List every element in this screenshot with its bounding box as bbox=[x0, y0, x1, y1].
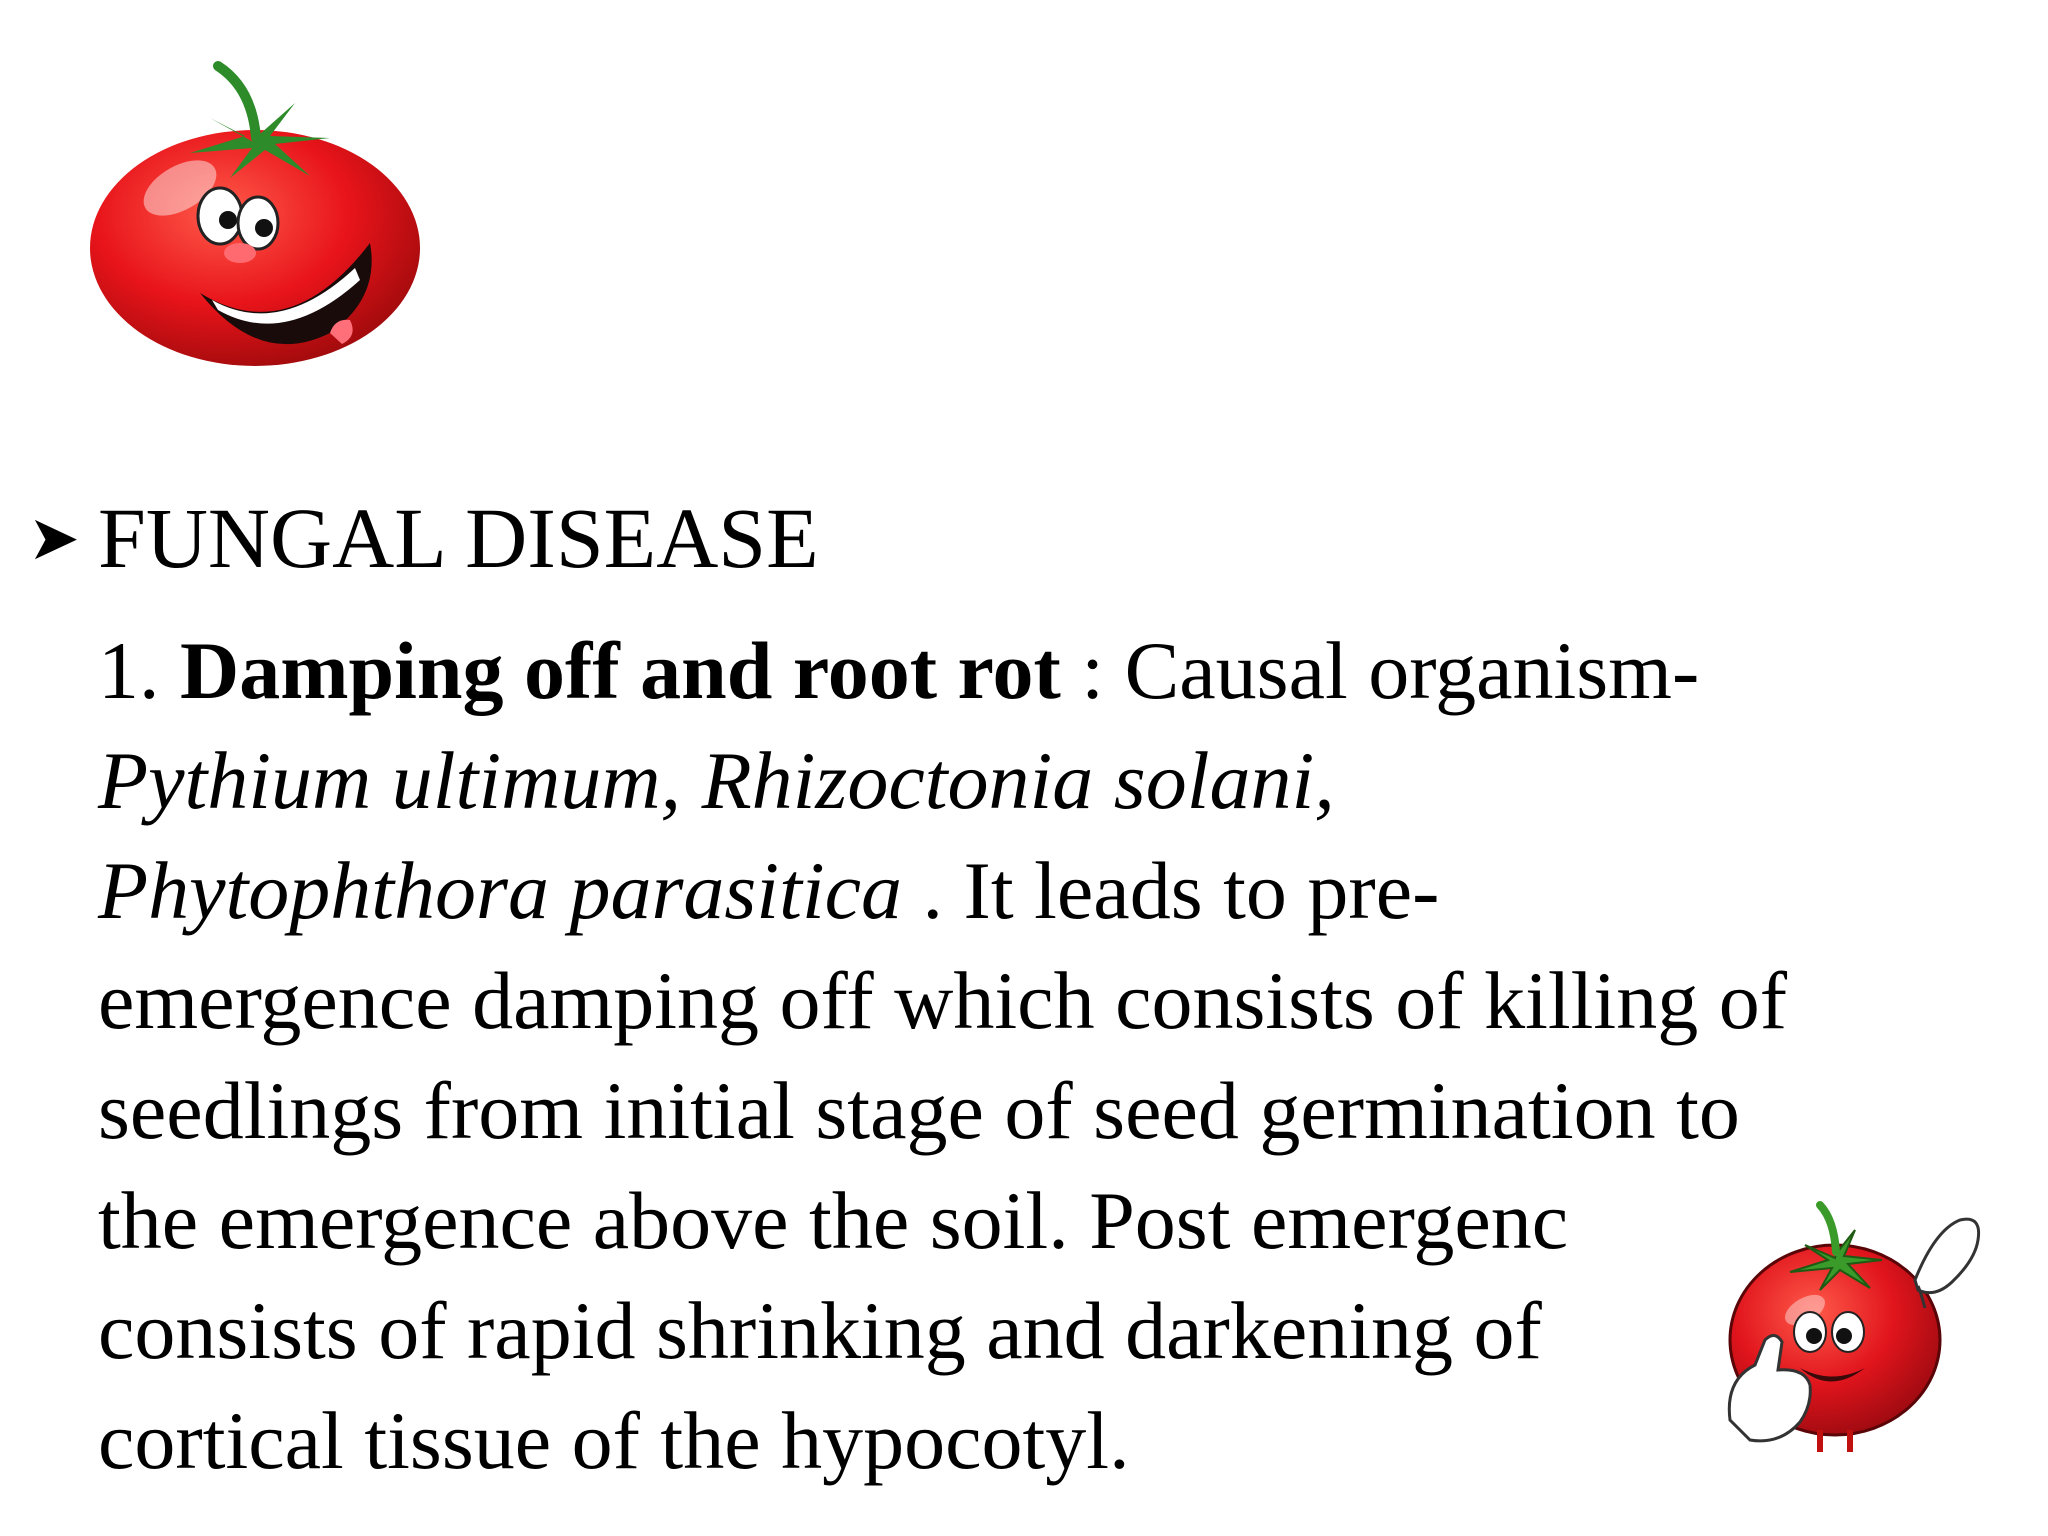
title-separator: : bbox=[1060, 625, 1125, 716]
section-heading bbox=[28, 488, 819, 588]
arrow-bullet-icon: ➤ bbox=[28, 501, 80, 574]
text-line: the emergence above the soil. Post emergenc bbox=[98, 1175, 1569, 1266]
thumbs-up-tomato-icon bbox=[1720, 1190, 1990, 1460]
description-text: . It leads to pre- bbox=[902, 845, 1440, 936]
text-line bbox=[98, 616, 2028, 726]
disease-title: Damping off and root rot bbox=[180, 625, 1061, 716]
text-line: emergence damping off which consists of killing of bbox=[98, 955, 1788, 1046]
text-line bbox=[98, 836, 2028, 946]
text-line: seedlings from initial stage of seed germination to bbox=[98, 1065, 1740, 1156]
heading-text: FUNGAL DISEASE bbox=[98, 490, 819, 586]
organism-name: Phytophthora parasitica bbox=[98, 845, 903, 936]
item-number: 1. bbox=[98, 625, 160, 716]
text-line: consists of rapid shrinking and darkening of bbox=[98, 1285, 1542, 1376]
causal-label: Causal organism- bbox=[1124, 625, 1700, 716]
cartoon-tomato-icon bbox=[80, 48, 440, 368]
text-line bbox=[98, 726, 2028, 836]
organism-name: Rhizoctonia solani, bbox=[701, 735, 1335, 826]
text-line: cortical tissue of the hypocotyl. bbox=[98, 1395, 1130, 1486]
organism-name: Pythium ultimum, bbox=[98, 735, 682, 826]
